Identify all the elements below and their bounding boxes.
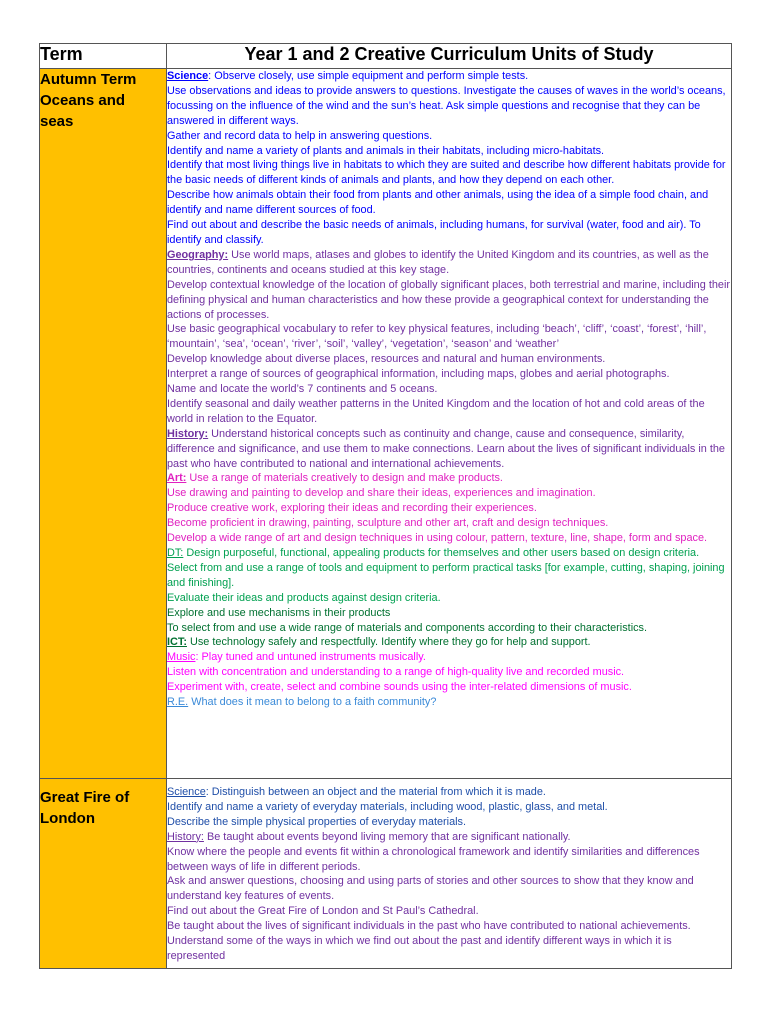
objective-text: Identify seasonal and daily weather patterns in the United Kingdom and the location of hot and cold areas of the world in relation to the Equator.: [167, 397, 705, 425]
objective-line: [167, 591, 731, 606]
objective-text: Develop knowledge about diverse places, resources and natural and human environments.: [167, 353, 606, 366]
term-name: Autumn Term Oceans and seas: [40, 71, 137, 130]
header-row: [40, 44, 732, 69]
objective-line: [167, 129, 731, 144]
objective-text: Find out about and describe the basic needs of animals, including humans, for survival (water, food and air). To identify and classify.: [167, 219, 701, 246]
objective-text: Identify that most living things live in habitats to which they are suited and describe how different habitats provide for the basic needs of different kinds of animals and plants, and how they depend on each other.: [167, 159, 726, 187]
subject-label: Art:: [167, 472, 187, 485]
objective-line: [167, 516, 731, 531]
objective-line: [167, 546, 731, 561]
subject-label: History:: [167, 830, 204, 843]
objective-line: [167, 322, 731, 352]
objective-line: [167, 635, 731, 650]
objective-line: [167, 845, 731, 875]
objective-text: Use world maps, atlases and globes to identify the United Kingdom and its countries, as well as the countries, continents and oceans studied at this key stage.: [167, 248, 709, 276]
objective-text: Use basic geographical vocabulary to refer to key physical features, including ‘beach’, ‘cliff’, ‘coast’, ‘forest’, ‘hill’, ‘mountain’, ‘sea’, ‘ocean’, ‘river’, ‘soil’, ‘valley’, ‘vegetation’, ‘season’ and ‘weather’: [167, 323, 707, 351]
content-cell: [167, 779, 732, 969]
objective-text: Use technology safely and respectfully. Identify where they go for help and support.: [186, 636, 591, 649]
objective-line: [167, 904, 731, 919]
objective-line: [167, 501, 731, 516]
objective-text: Be taught about the lives of significant individuals in the past who have contributed to national achievements.: [167, 920, 691, 933]
subject-label: DT:: [167, 547, 184, 559]
term-name: Great Fire of London: [40, 789, 130, 827]
subject-label: R.E.: [167, 696, 189, 709]
objective-line: [167, 352, 731, 367]
objective-line: [167, 397, 731, 427]
term-column-header: Term: [40, 44, 167, 69]
objective-line: [167, 919, 731, 934]
objective-text: Know where the people and events fit within a chronological framework and identify similarities and differences between ways of life in different periods.: [167, 845, 700, 873]
objective-line: [167, 621, 731, 636]
objective-line: [167, 367, 731, 382]
objective-line: [167, 486, 731, 501]
content-cell: [167, 69, 732, 779]
objective-line: [167, 934, 731, 964]
objective-text: Use a range of materials creatively to design and make products.: [186, 472, 503, 485]
objective-text: Develop contextual knowledge of the location of globally significant places, both terrestrial and marine, including their defining physical and human characteristics and how these provide a geographical context for understanding the actions of processes.: [167, 278, 731, 321]
objective-line: [167, 680, 731, 695]
objective-text: Explore and use mechanisms in their products: [167, 606, 391, 619]
subject-label: Science: [167, 70, 209, 82]
objective-line: [167, 158, 731, 188]
objective-line: [167, 800, 731, 815]
objective-line: [167, 471, 731, 486]
objective-text: Evaluate their ideas and products against design criteria.: [167, 591, 441, 604]
document-title: Year 1 and 2 Creative Curriculum Units of Study: [167, 44, 732, 69]
objective-text: Name and locate the world’s 7 continents and 5 oceans.: [167, 383, 438, 396]
objective-text: Understand some of the ways in which we find out about the past and identify different ways in which it is represented: [167, 935, 672, 962]
objective-text: Develop a wide range of art and design techniques in using colour, pattern, texture, line, shape, form and space.: [167, 532, 708, 545]
objective-text: Be taught about events beyond living memory that are significant nationally.: [203, 830, 571, 843]
objective-line: [167, 561, 731, 591]
objective-line: [167, 785, 731, 800]
unit-content: [167, 779, 731, 968]
subject-label: Geography:: [167, 248, 229, 261]
objective-text: Use drawing and painting to develop and share their ideas, experiences and imagination.: [167, 487, 596, 500]
objective-line: [167, 665, 731, 680]
term-cell: [40, 69, 167, 779]
objective-text: Use observations and ideas to provide answers to questions. Investigate the causes of waves in the world’s oceans, focussing on the influence of the wind and the sun’s heat. Ask simple questions and recognise that they can be answered in different ways.: [167, 84, 726, 127]
objective-text: Experiment with, create, select and combine sounds using the inter-related dimensions of music.: [167, 681, 632, 694]
unit-row-autumn: [40, 69, 732, 779]
objective-line: [167, 606, 731, 621]
objective-text: Ask and answer questions, choosing and using parts of stories and other sources to show that they know and understand key features of events.: [167, 875, 694, 903]
subject-label: Music: [167, 651, 196, 664]
objective-line: [167, 188, 731, 218]
objective-text: Gather and record data to help in answering questions.: [167, 129, 433, 142]
subject-label: ICT:: [167, 636, 187, 649]
objective-line: [167, 248, 731, 278]
objective-line: [167, 84, 731, 129]
objective-text: : Play tuned and untuned instruments musically.: [195, 651, 426, 664]
objective-text: Describe the simple physical properties of everyday materials.: [167, 815, 467, 828]
subject-label: Science: [167, 786, 206, 798]
objective-line: [167, 874, 731, 904]
objective-text: Describe how animals obtain their food from plants and other animals, using the idea of a simple food chain, and identify and name different sources of food.: [167, 189, 709, 217]
objective-text: Become proficient in drawing, painting, sculpture and other art, craft and design techniques.: [167, 517, 609, 530]
objective-line: [167, 69, 731, 84]
objective-line: [167, 144, 731, 159]
objective-text: : Distinguish between an object and the material from which it is made.: [205, 786, 546, 798]
objective-text: Select from and use a range of tools and equipment to perform practical tasks [for example, cutting, shaping, joining and finishing].: [167, 561, 725, 589]
objective-text: What does it mean to belong to a faith community?: [188, 696, 437, 709]
objective-line: [167, 830, 731, 845]
objective-text: Interpret a range of sources of geographical information, including maps, globes and aerial photographs.: [167, 368, 670, 381]
objective-line: [167, 427, 731, 472]
objective-line: [167, 382, 731, 397]
curriculum-table: [39, 43, 732, 969]
objective-text: Identify and name a variety of plants and animals in their habitats, including micro-habitats.: [167, 144, 605, 157]
objective-line: [167, 531, 731, 546]
objective-text: Produce creative work, exploring their ideas and recording their experiences.: [167, 502, 537, 515]
objective-line: [167, 650, 731, 665]
objective-text: : Observe closely, use simple equipment and perform simple tests.: [208, 70, 529, 82]
objective-text: Listen with concentration and understanding to a range of high-quality live and recorded music.: [167, 666, 625, 679]
objective-text: Find out about the Great Fire of London and St Paul’s Cathedral.: [167, 905, 479, 918]
objective-line: [167, 278, 731, 323]
objective-text: Understand historical concepts such as continuity and change, cause and consequence, similarity, difference and significance, and use them to make connections. Learn about the lives of significant individuals in the past who have contributed to national and international achievements.: [167, 427, 725, 470]
subject-label: History:: [167, 427, 209, 440]
objective-text: Identify and name a variety of everyday materials, including wood, plastic, glass, and metal.: [167, 800, 608, 813]
objective-line: [167, 815, 731, 830]
objective-text: Design purposeful, functional, appealing products for themselves and other users based on design criteria.: [183, 547, 700, 559]
objective-line: [167, 218, 731, 248]
term-cell: [40, 779, 167, 969]
unit-content: [167, 69, 731, 778]
objective-text: To select from and use a wide range of materials and components according to their characteristics.: [167, 621, 648, 634]
objective-line: [167, 695, 731, 710]
unit-row-great-fire: [40, 779, 732, 969]
